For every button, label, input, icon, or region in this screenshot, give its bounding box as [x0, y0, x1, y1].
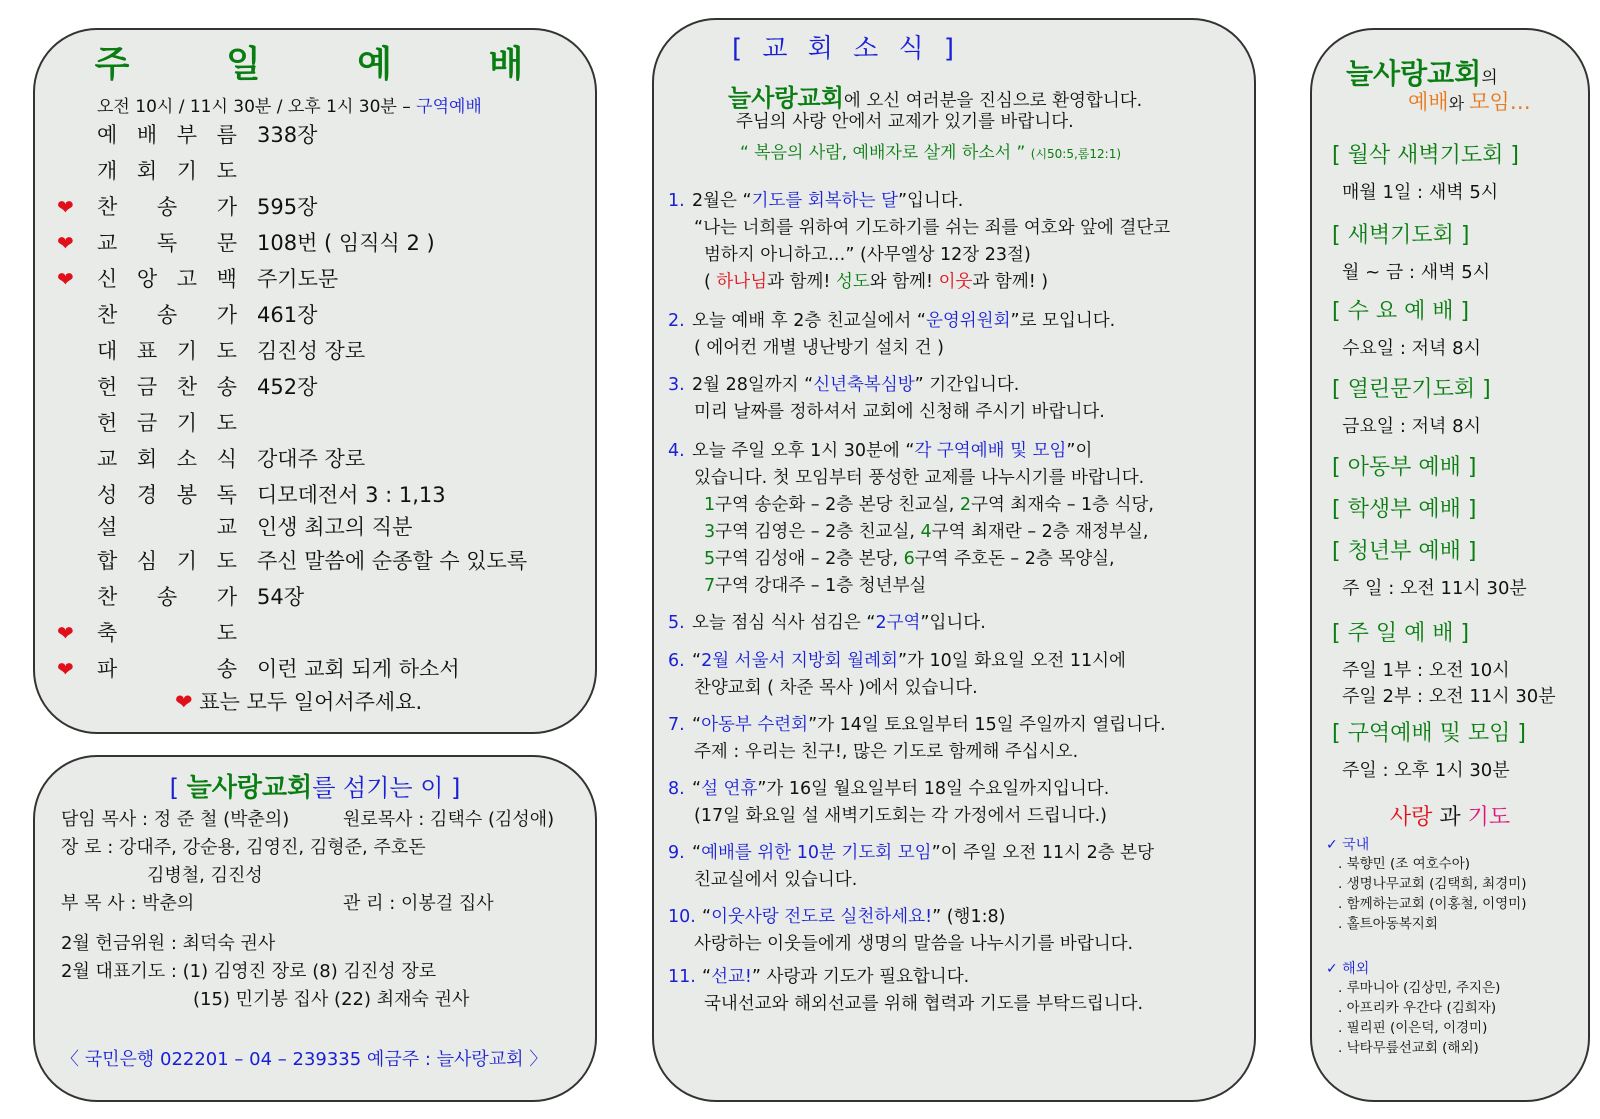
meeting-time: 월 ~ 금 : 새벽 5시 — [1342, 262, 1491, 283]
worship-order-label: 교 독 문 — [97, 231, 237, 255]
meeting-section-title: [ 구역예배 및 모임 ] — [1332, 721, 1526, 746]
heart-icon: ❤ — [175, 690, 193, 714]
worship-order-value: 338장 — [257, 123, 318, 147]
representative-prayer: 2월 대표기도 : (1) 김영진 장로 (8) 김진성 장로 — [61, 961, 437, 982]
news-title: [ 교 회 소 식 ] — [732, 34, 961, 64]
worship-order-label: 헌 금 찬 송 — [97, 375, 237, 399]
meeting-time: 매월 1일 : 새벽 5시 — [1342, 182, 1499, 203]
worship-order-value: 452장 — [257, 375, 318, 399]
worship-order-row — [57, 442, 597, 476]
staff-title — [35, 767, 595, 804]
meeting-section-title: [ 수 요 예 배 ] — [1332, 299, 1470, 324]
overseas-missions-heading: ✓ 해외 — [1326, 961, 1370, 977]
meeting-section-title: [ 주 일 예 배 ] — [1332, 621, 1470, 646]
meeting-time: 주일 1부 : 오전 10시 — [1342, 660, 1510, 681]
worship-order-label: 헌 금 기 도 — [97, 411, 237, 435]
news-item-4: 4. 오늘 주일 오후 1시 30분에 “각 구역예배 및 모임”이 있습니다. 첫 모임부터 풍성한 교제를 나누시기를 바랍니다. 1구역 송순화 – 2층 본당 친교실, 2구역 최재숙 – 1층 식당, 3구역 김영은 – 2층 친교실, 4구역 최재란 – 2층 재정부실, 5구역 김성애 – 2층 본당, 6구역 주호돈 – 2층 목양실, 7구역 강대주 – 1층 청년부실 — [668, 441, 1154, 596]
meetings-panel — [1310, 28, 1590, 1102]
staff-title-rest: 를 섬기는 이 ] — [312, 774, 461, 802]
meeting-time: 주 일 : 오전 11시 30분 — [1342, 578, 1527, 599]
worship-order-row — [57, 154, 597, 188]
mission-item: . 필리핀 (이은덕, 이경미) — [1338, 1020, 1488, 1036]
worship-order-label: 찬 송 가 — [97, 585, 237, 609]
worship-order-value: 461장 — [257, 303, 318, 327]
mission-item: . 함께하는교회 (이홍철, 이영미) — [1338, 896, 1527, 912]
news-item-11: 11. “선교!” 사랑과 기도가 필요합니다. 국내선교와 해외선교를 위해 협력과 기도를 부탁드립니다. — [668, 967, 1144, 1014]
staff-title-church: 늘사랑교회 — [186, 773, 313, 803]
staff-title-open: [ — [169, 774, 187, 802]
love-and-prayer-title: 사랑 과 기도 — [1389, 805, 1511, 830]
meetings-church: 늘사랑교회 — [1346, 57, 1482, 90]
worship-order-value: 주기도문 — [257, 267, 339, 291]
news-item-2: 2. 오늘 예배 후 2층 친교실에서 “운영위원회”로 모입니다. ( 에어컨 개별 냉난방기 설치 건 ) — [668, 311, 1116, 358]
worship-order-row — [57, 544, 597, 578]
meeting-time: 수요일 : 저녁 8시 — [1342, 338, 1482, 359]
worship-order-value: 이런 교회 되게 하소서 — [257, 657, 460, 681]
news-item-5: 5. 오늘 점심 식사 섬김은 “2구역”입니다. — [668, 613, 986, 633]
mission-item: . 생명나무교회 (김택희, 최경미) — [1338, 876, 1527, 892]
worship-order-value: 108번 ( 임직식 2 ) — [257, 231, 435, 255]
standing-note — [175, 686, 422, 716]
worship-order-row — [57, 580, 597, 614]
worship-order-label: 설 교 — [97, 515, 237, 539]
heart-icon: ❤ — [57, 195, 74, 219]
meeting-time: 주일 : 오후 1시 30분 — [1342, 760, 1510, 781]
meeting-section-title: [ 청년부 예배 ] — [1332, 539, 1477, 564]
heart-icon: ❤ — [57, 231, 74, 255]
theme-verse-text: “ 복음의 사람, 예배자로 살게 하소서 ” — [740, 143, 1026, 163]
welcome-church: 늘사랑교회 — [728, 84, 844, 112]
meetings-subtitle: 예배와 모임… — [1408, 90, 1531, 114]
meeting-section-title: [ 열린문기도회 ] — [1332, 377, 1491, 402]
worship-order-row — [57, 406, 597, 440]
worship-order-row — [57, 370, 597, 404]
worship-order-label: 대 표 기 도 — [97, 339, 237, 363]
staff-associate-pastor: 부 목 사 : 박춘의 — [61, 893, 195, 914]
worship-title: 주 일 예 배 — [94, 44, 566, 85]
domestic-missions-heading: ✓ 국내 — [1326, 837, 1370, 853]
worship-order-label: 신 앙 고 백 — [97, 267, 237, 291]
worship-order-label: 찬 송 가 — [97, 195, 237, 219]
news-item-9: 9. “예배를 위한 10분 기도회 모임”이 주일 오전 11시 2층 본당 친교실에서 있습니다. — [668, 843, 1154, 890]
worship-times — [97, 92, 482, 117]
worship-order-row — [57, 478, 597, 512]
worship-order-row — [57, 298, 597, 332]
mission-item: . 홀트아동복지회 — [1338, 916, 1438, 932]
worship-order-row — [57, 334, 597, 368]
news-item-8: 8. “설 연휴”가 16일 월요일부터 18일 수요일까지입니다. (17일 화요일 설 새벽기도회는 각 가정에서 드립니다.) — [668, 779, 1110, 826]
theme-verse — [740, 138, 1121, 163]
theme-verse-ref: (시50:5,롬12:1) — [1030, 147, 1122, 161]
worship-order-row — [57, 652, 597, 686]
heart-icon: ❤ — [57, 621, 74, 645]
worship-order-label: 성 경 봉 독 — [97, 483, 237, 507]
news-item-6: 6. “2월 서울서 지방회 월례회”가 10일 화요일 오전 11시에 찬양교회 ( 차준 목사 )에서 있습니다. — [668, 651, 1126, 698]
staff-manager: 관 리 : 이봉걸 집사 — [343, 893, 494, 914]
representative-prayer-cont: (15) 민기봉 집사 (22) 최재숙 권사 — [193, 989, 470, 1010]
mission-item: . 낙타무릎선교회 (해외) — [1338, 1040, 1479, 1056]
worship-order-value: 54장 — [257, 585, 305, 609]
worship-order-row — [57, 118, 597, 152]
mission-item: . 아프리카 우간다 (김희자) — [1338, 1000, 1497, 1016]
worship-times-highlight: 구역예배 — [416, 97, 482, 117]
welcome-text: 에 오신 여러분을 진심으로 환영합니다. — [843, 91, 1143, 111]
news-item-1: 1. 2월은 “기도를 회복하는 달”입니다. “나는 너희를 위하여 기도하기를 쉬는 죄를 여호와 앞에 결단코 범하지 아니하고…” (사무엘상 12장 23절) ( 하나님과 함께! 성도와 함께! 이웃과 함께! ) — [668, 191, 1171, 292]
offering-committee: 2월 헌금위원 : 최덕숙 권사 — [61, 933, 276, 954]
meeting-time: 주일 2부 : 오전 11시 30분 — [1342, 686, 1556, 707]
worship-order-row — [57, 510, 597, 544]
standing-note-text: 표는 모두 일어서주세요. — [199, 690, 423, 714]
welcome-line-2: 주님의 사랑 안에서 교제가 있기를 바랍니다. — [736, 112, 1074, 132]
worship-order-value: 디모데전서 3 : 1,13 — [257, 483, 446, 507]
worship-order-value: 김진성 장로 — [257, 339, 366, 363]
worship-order-panel — [33, 28, 597, 734]
heart-icon: ❤ — [57, 657, 74, 681]
worship-order-value: 주신 말씀에 순종할 수 있도록 — [257, 549, 528, 573]
meeting-time: 금요일 : 저녁 8시 — [1342, 416, 1482, 437]
worship-order-value: 강대주 장로 — [257, 447, 366, 471]
worship-order-label: 축 도 — [97, 621, 237, 645]
staff-senior-pastor: 담임 목사 : 정 준 철 (박춘의) — [61, 809, 290, 830]
worship-times-text: 오전 10시 / 11시 30분 / 오후 1시 30분 – — [97, 97, 411, 117]
mission-item: . 루마니아 (김상민, 주지은) — [1338, 980, 1501, 996]
worship-order-value: 인생 최고의 직분 — [257, 515, 413, 539]
staff-elders: 장 로 : 강대주, 강순용, 김영진, 김형준, 주호돈 — [61, 837, 426, 858]
worship-order-label: 예 배 부 름 — [97, 123, 237, 147]
staff-panel — [33, 755, 597, 1102]
news-item-7: 7. “아동부 수련회”가 14일 토요일부터 15일 주일까지 열립니다. 주제 : 우리는 친구!, 많은 기도로 함께해 주십시오. — [668, 715, 1166, 762]
heart-icon: ❤ — [57, 267, 74, 291]
worship-order-value: 595장 — [257, 195, 318, 219]
worship-order-label: 개 회 기 도 — [97, 159, 237, 183]
worship-order-row — [57, 190, 597, 224]
staff-emeritus-pastor: 원로목사 : 김택수 (김성애) — [343, 809, 555, 830]
news-item-3: 3. 2월 28일까지 “신년축복심방” 기간입니다. 미리 날짜를 정하셔서 교회에 신청해 주시기 바랍니다. — [668, 375, 1105, 422]
bank-account: 〈 국민은행 022201 – 04 – 239335 예금주 : 늘사랑교회 〉 — [61, 1049, 548, 1070]
worship-order-row — [57, 226, 597, 260]
worship-order-label: 합 심 기 도 — [97, 549, 237, 573]
worship-order-label: 교 회 소 식 — [97, 447, 237, 471]
worship-order-row — [57, 616, 597, 650]
meetings-title-suffix: 의 — [1481, 68, 1498, 88]
church-news-panel — [652, 18, 1256, 1102]
news-item-10: 10. “이웃사랑 전도로 실천하세요!” (행1:8) 사랑하는 이웃들에게 생명의 말씀을 나누시기를 바랍니다. — [668, 907, 1134, 954]
meeting-section-title: [ 아동부 예배 ] — [1332, 455, 1477, 480]
mission-item: . 북향민 (조 여호수아) — [1338, 856, 1471, 872]
meeting-section-title: [ 학생부 예배 ] — [1332, 497, 1477, 522]
meeting-section-title: [ 월삭 새벽기도회 ] — [1332, 143, 1519, 168]
worship-order-row — [57, 262, 597, 296]
worship-order-label: 파 송 — [97, 657, 237, 681]
worship-order-label: 찬 송 가 — [97, 303, 237, 327]
staff-elders-cont: 김병철, 김진성 — [147, 865, 263, 886]
meeting-section-title: [ 새벽기도회 ] — [1332, 223, 1470, 248]
